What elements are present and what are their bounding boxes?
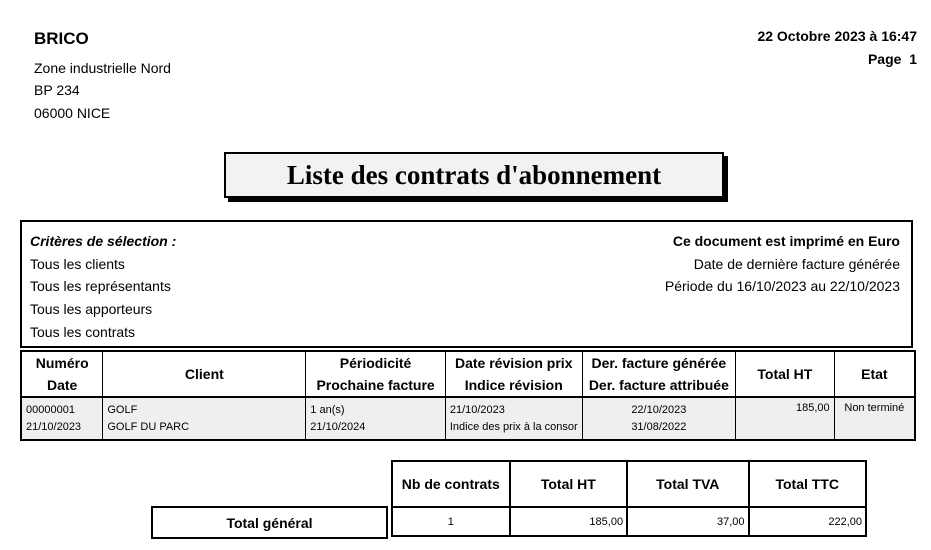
col-numero-date — [21, 351, 103, 397]
cell-date: 21/10/2023 — [26, 420, 82, 433]
totals-nb-contrats: 1 — [392, 507, 510, 536]
cell-numero: 00000001 — [26, 403, 75, 416]
table-header-row — [21, 351, 915, 397]
totals-total-ht: 185,00 — [510, 507, 627, 536]
print-datetime: 22 Octobre 2023 à 16:47 — [757, 28, 917, 44]
totals-header-nb-contrats: Nb de contrats — [392, 461, 510, 507]
cell-etat — [834, 397, 915, 440]
page-number: Page 1 — [867, 51, 917, 67]
criteria-line: Tous les contrats — [30, 324, 136, 340]
date-basis: Date de dernière facture générée — [693, 256, 900, 272]
currency-note: Ce document est imprimé en Euro — [672, 233, 900, 249]
header-der-attribuee: Der. facture attribuée — [588, 377, 729, 393]
totals-table — [391, 460, 867, 537]
cell-numero-date — [21, 397, 103, 440]
criteria-title: Critères de sélection : — [30, 233, 177, 249]
cell-client — [103, 397, 306, 440]
company-address-line-2: BP 234 — [34, 82, 80, 98]
header-total-ht: Total HT — [736, 351, 835, 397]
totals-header-total-ht: Total HT — [510, 461, 627, 507]
col-periodicite — [306, 351, 446, 397]
cell-revision — [445, 397, 582, 440]
criteria-line: Tous les représentants — [30, 278, 171, 294]
totals-header-total-tva: Total TVA — [627, 461, 748, 507]
cell-periodicite-value: 1 an(s) — [310, 403, 345, 416]
report-title: Liste des contrats d'abonnement — [286, 159, 662, 190]
cell-client-code: GOLF — [107, 403, 138, 416]
header-prochaine-facture: Prochaine facture — [316, 377, 435, 393]
cell-etat-value: Non terminé — [844, 402, 905, 414]
header-etat: Etat — [834, 351, 915, 397]
cell-prochaine-facture: 21/10/2024 — [310, 420, 366, 433]
header-date: Date — [47, 377, 78, 393]
cell-total-ht-value: 185,00 — [796, 402, 830, 414]
company-address-line-3: 06000 NICE — [34, 105, 111, 121]
cell-total-ht — [736, 397, 835, 440]
criteria-line: Tous les apporteurs — [30, 301, 153, 317]
totals-total-tva: 37,00 — [627, 507, 748, 536]
totals-value-row — [392, 507, 866, 536]
cell-client-name: GOLF DU PARC — [107, 420, 190, 433]
totals-header-total-ttc: Total TTC — [749, 461, 867, 507]
header-client: Client — [103, 351, 306, 397]
cell-der-attribuee: 31/08/2022 — [631, 420, 687, 433]
criteria-line: Tous les clients — [30, 256, 125, 272]
total-general-label: Total général — [151, 506, 388, 539]
cell-der-generee: 22/10/2023 — [631, 403, 687, 416]
totals-total-ttc: 222,00 — [749, 507, 867, 536]
cell-indice-revision: Indice des prix à la consor — [449, 420, 578, 433]
cell-der-facture — [582, 397, 735, 440]
company-address-line-1: Zone industrielle Nord — [34, 60, 171, 76]
cell-date-revision: 21/10/2023 — [449, 403, 505, 416]
selection-criteria-box — [20, 220, 913, 348]
cell-periodicite — [306, 397, 446, 440]
header-numero: Numéro — [35, 355, 89, 371]
report-title-box — [224, 152, 724, 198]
period-range: Période du 16/10/2023 au 22/10/2023 — [664, 278, 900, 294]
col-der-facture — [582, 351, 735, 397]
header-der-generee: Der. facture générée — [591, 355, 727, 371]
header-indice-revision: Indice révision — [464, 377, 563, 393]
table-row — [21, 397, 915, 440]
header-date-revision: Date révision prix — [454, 355, 573, 371]
totals-header-row — [392, 461, 866, 507]
contracts-table — [20, 350, 916, 441]
header-periodicite: Périodicité — [339, 355, 412, 371]
col-revision — [445, 351, 582, 397]
company-name: BRICO — [34, 29, 89, 48]
